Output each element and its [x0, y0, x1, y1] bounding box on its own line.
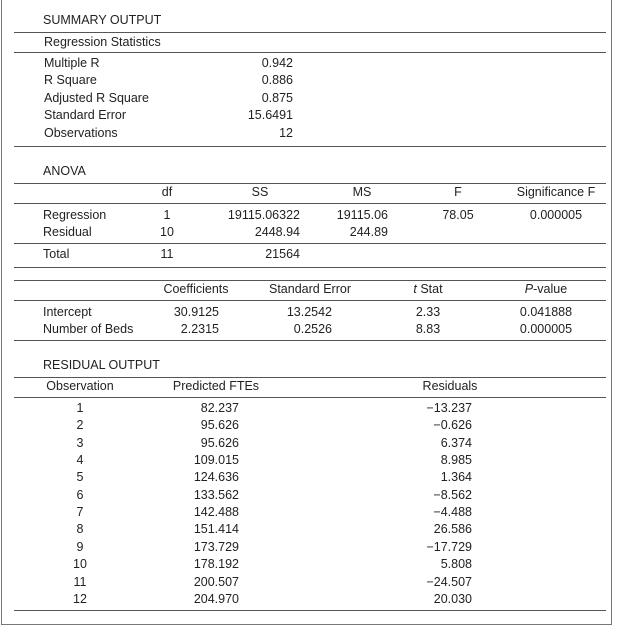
divider — [14, 300, 606, 301]
residual-row-observation: 3 — [76, 435, 84, 450]
residual-row-predicted: 133.562 — [193, 487, 239, 502]
residual-row-observation: 8 — [76, 522, 84, 537]
residual-row-residual: −13.237 — [426, 401, 472, 415]
residual-row-residual: −24.507 — [426, 574, 472, 589]
residual-row-residual: −8.562 — [433, 487, 472, 502]
residual-row-predicted: 142.488 — [193, 505, 239, 520]
anova-residual-label: Residual — [43, 225, 92, 239]
coef-header-standard-error: Standard Error — [269, 282, 351, 296]
anova-regression-significance-f: 0.000005 — [529, 208, 583, 222]
coef-row-label: Intercept — [43, 305, 92, 319]
anova-header-significance-f: Significance F — [516, 185, 596, 199]
coef-row-p-value: 0.041888 — [519, 305, 573, 319]
divider — [14, 377, 606, 378]
divider — [14, 52, 606, 53]
anova-regression-f: 78.05 — [442, 208, 474, 222]
divider — [14, 32, 606, 33]
residual-row-observation: 7 — [76, 505, 84, 520]
residual-row-predicted: 124.636 — [193, 470, 239, 485]
anova-header-f: F — [454, 185, 462, 199]
coef-row-label: Number of Beds — [43, 322, 134, 336]
regression-stat-label: Multiple R — [44, 56, 100, 70]
divider — [14, 146, 606, 147]
residual-row-predicted: 95.626 — [200, 435, 239, 450]
coef-row-t-stat: 2.33 — [415, 305, 441, 319]
residual-row-residual: 20.030 — [433, 591, 472, 606]
regression-stat-label: Observations — [44, 125, 118, 140]
residual-row-observation: 9 — [76, 539, 84, 554]
coef-row-coefficient: 30.9125 — [173, 305, 219, 319]
residual-row-predicted: 200.507 — [193, 574, 239, 589]
anova-header-ss: SS — [251, 185, 269, 199]
regression-stat-value: 0.875 — [261, 90, 293, 105]
residual-row-observation: 12 — [73, 591, 87, 606]
regression-stat-label: Adjusted R Square — [44, 90, 149, 105]
anova-residual-df: 10 — [160, 225, 174, 239]
residual-row-predicted: 151.414 — [193, 522, 239, 537]
residual-row-residual: 26.586 — [433, 522, 472, 537]
divider — [14, 183, 606, 184]
anova-total-ss: 21564 — [265, 247, 300, 261]
anova-total-label: Total — [43, 247, 70, 261]
residual-row-observation: 4 — [76, 453, 84, 468]
divider — [14, 243, 606, 244]
residual-row-residual: −0.626 — [433, 418, 472, 433]
residual-row-residual: −4.488 — [433, 505, 472, 520]
residual-header-residuals: Residuals — [422, 379, 478, 393]
regression-statistics-header: Regression Statistics — [44, 35, 161, 49]
t-stat-rest: Stat — [416, 282, 443, 296]
residual-row-residual: 1.364 — [440, 470, 472, 485]
residual-row-residual: 6.374 — [440, 435, 472, 450]
coef-row-standard-error: 0.2526 — [293, 322, 332, 336]
residual-row-residual: 8.985 — [440, 453, 472, 468]
residual-row-predicted: 173.729 — [193, 539, 239, 554]
coef-row-p-value: 0.000005 — [519, 322, 573, 336]
coef-header-t-stat — [393, 282, 463, 296]
anova-regression-ss: 19115.06322 — [227, 208, 300, 222]
coef-row-coefficient: 2.2315 — [180, 322, 219, 336]
anova-residual-ms: 244.89 — [349, 225, 388, 239]
regression-stat-value: 15.6491 — [247, 108, 293, 123]
divider — [14, 340, 606, 341]
anova-title: ANOVA — [43, 164, 86, 178]
residual-output-title: RESIDUAL OUTPUT — [43, 358, 160, 372]
residual-row-observation: 5 — [76, 470, 84, 485]
residual-row-predicted: 178.192 — [193, 557, 239, 572]
residual-row-observation: 11 — [73, 574, 87, 589]
residual-header-observation: Observation — [46, 379, 114, 393]
anova-regression-ms: 19115.06 — [336, 208, 388, 222]
residual-header-predicted: Predicted FTEs — [172, 379, 260, 393]
residual-row-observation: 1 — [76, 401, 84, 415]
divider — [14, 267, 606, 268]
coef-header-p-value — [506, 282, 586, 296]
regression-stat-value: 0.942 — [261, 56, 293, 70]
regression-stat-value: 0.886 — [261, 73, 293, 88]
regression-stat-label: Standard Error — [44, 108, 126, 123]
residual-row-observation: 2 — [76, 418, 84, 433]
regression-stat-value: 12 — [279, 125, 293, 140]
anova-regression-label: Regression — [43, 208, 107, 222]
summary-title: SUMMARY OUTPUT — [43, 13, 162, 27]
anova-residual-ss: 2448.94 — [254, 225, 300, 239]
residual-row-predicted: 82.237 — [200, 401, 239, 415]
residual-row-predicted: 204.970 — [193, 591, 239, 606]
anova-regression-df: 1 — [163, 208, 171, 222]
p-value-rest: -value — [533, 282, 568, 296]
residual-row-residual: −17.729 — [426, 539, 472, 554]
divider — [14, 610, 606, 611]
coef-row-standard-error: 13.2542 — [286, 305, 332, 319]
residual-row-predicted: 95.626 — [200, 418, 239, 433]
anova-header-ms: MS — [352, 185, 372, 199]
coef-header-coefficients: Coefficients — [163, 282, 229, 296]
divider — [14, 280, 606, 281]
t-italic: t — [413, 282, 417, 296]
anova-header-df: df — [161, 185, 173, 199]
residual-row-predicted: 109.015 — [193, 453, 239, 468]
residual-row-observation: 10 — [73, 557, 87, 572]
anova-total-df: 11 — [160, 247, 174, 261]
residual-row-residual: 5.808 — [440, 557, 472, 572]
coef-row-t-stat: 8.83 — [415, 322, 441, 336]
residual-row-observation: 6 — [76, 487, 84, 502]
regression-stat-label: R Square — [44, 73, 97, 88]
divider — [14, 397, 606, 398]
divider — [14, 203, 606, 204]
p-italic: P — [524, 282, 534, 296]
